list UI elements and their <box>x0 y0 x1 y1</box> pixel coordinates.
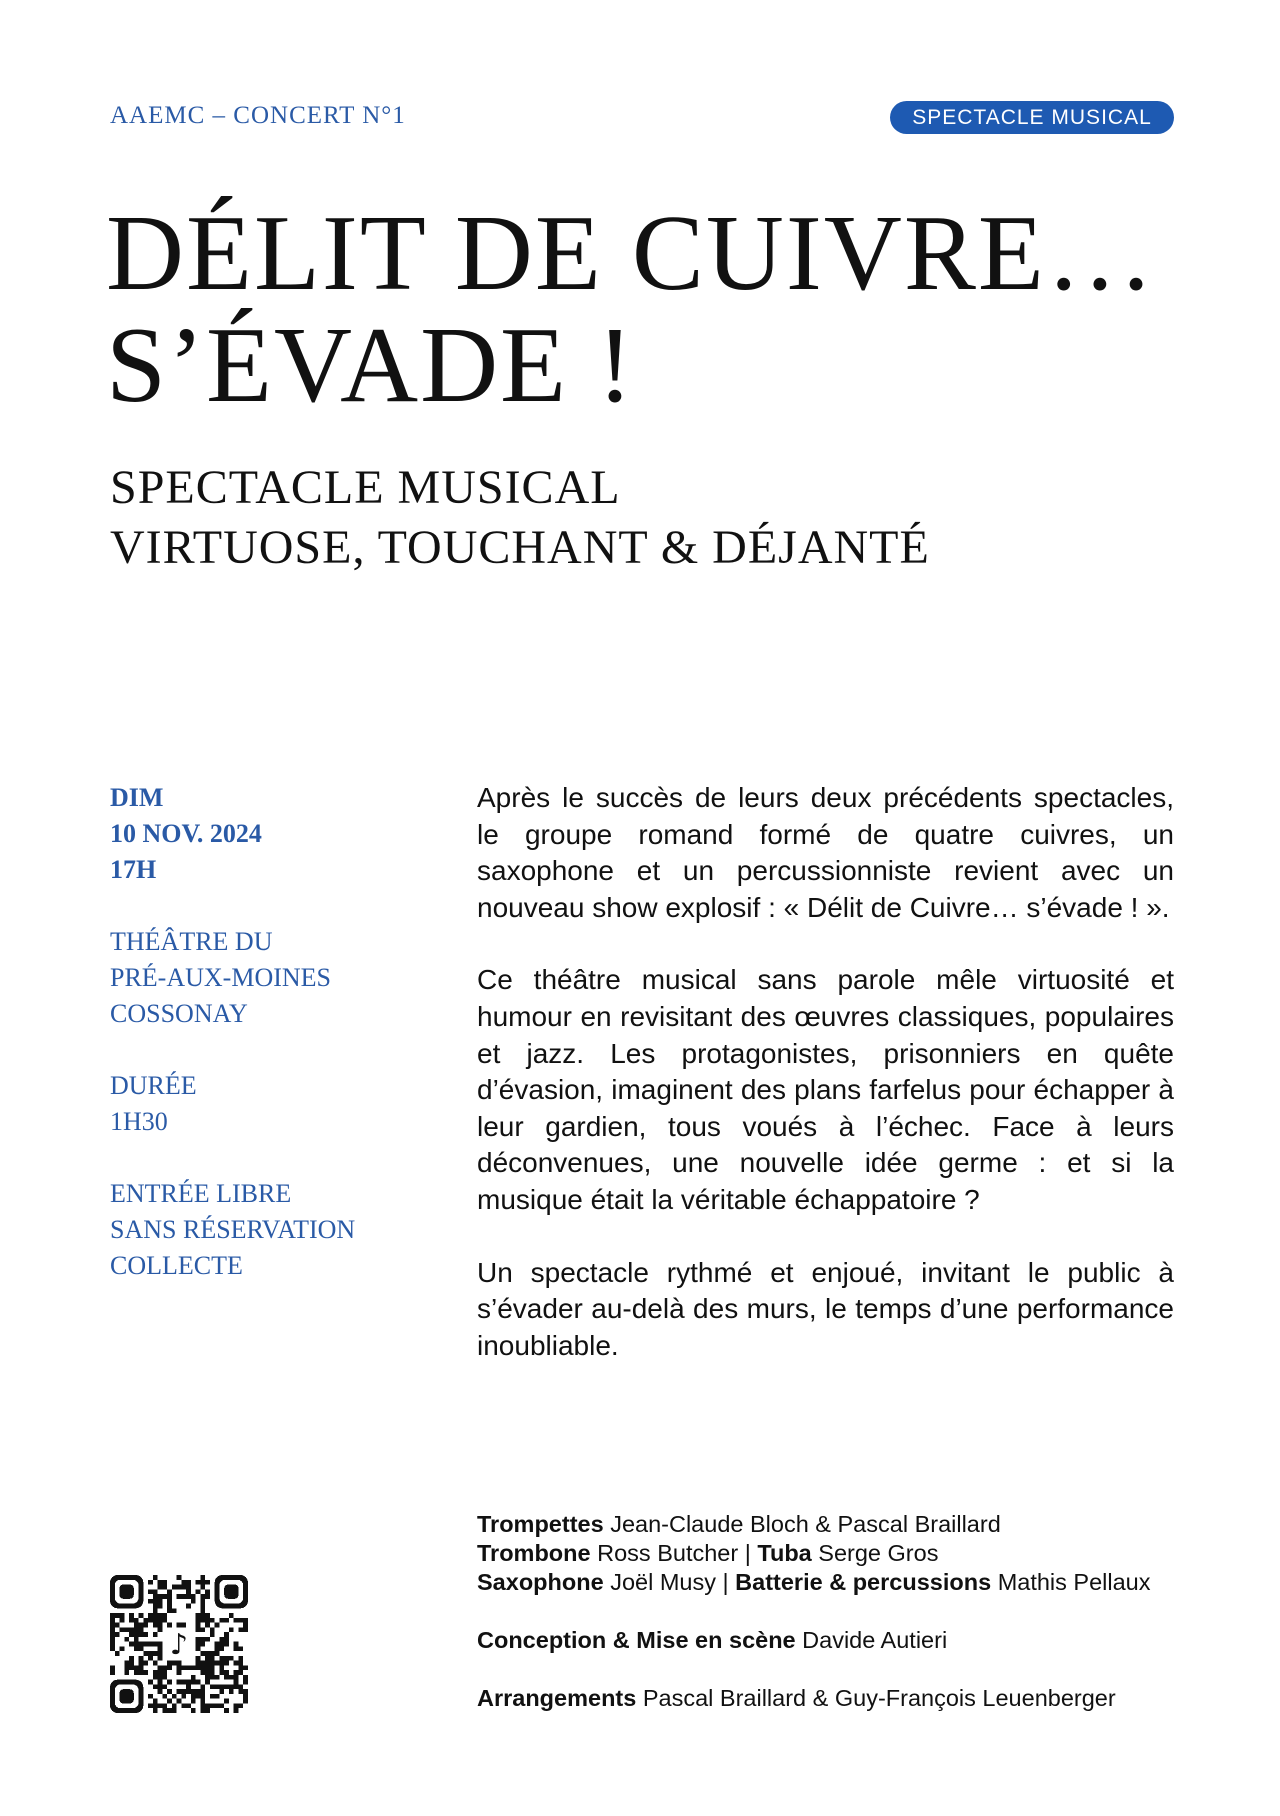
entry-line-1: ENTRÉE LIBRE <box>110 1179 292 1208</box>
credits-row-trombone-tuba <box>477 1539 1177 1568</box>
credits-row-trumpets <box>477 1510 1177 1539</box>
arrangements-names: Pascal Braillard & Guy-François Leuenberger <box>642 1685 1116 1711</box>
concept-name: Davide Autieri <box>802 1627 948 1653</box>
description-paragraph-2: Ce théâtre musical sans parole mêle virtuosité et humour en revisitant des œuvres classiques, populaires et jazz. Les protagonistes, prisonniers en quête d’évasion, imaginent des plans farfelus pour échapper à leur gardien, tous voués à l’échec. Face à leurs déconvenues, une nouvelle idée germe : et si la musique était la véritable échappatoire ? <box>477 964 1174 1215</box>
trombone-label: Trombone <box>477 1540 591 1566</box>
trumpets-label: Trompettes <box>477 1511 604 1537</box>
event-series: AAEMC – CONCERT N°1 <box>110 102 406 129</box>
description-paragraph-3: Un spectacle rythmé et enjoué, invitant le public à s’évader au-delà des murs, le temps d’une performance inoubliable. <box>477 1256 1174 1361</box>
title-line-2: S’ÉVADE ! <box>106 306 635 425</box>
duration-label: DURÉE <box>110 1071 197 1100</box>
event-date: 10 NOV. 2024 <box>110 819 262 848</box>
category-badge: SPECTACLE MUSICAL <box>890 101 1174 134</box>
credits-row-concept <box>477 1626 1177 1655</box>
event-day: DIM <box>110 783 164 812</box>
separator: | <box>744 1540 751 1566</box>
concept-label: Conception & Mise en scène <box>477 1627 796 1653</box>
drums-name: Mathis Pellaux <box>997 1569 1151 1595</box>
entry-line-3: COLLECTE <box>110 1251 243 1280</box>
entry-line-2: SANS RÉSERVATION <box>110 1215 356 1244</box>
event-time: 17H <box>110 855 157 884</box>
description-paragraph-1: Après le succès de leurs deux précédents spectacles, le groupe romand formé de quatre cuivres, un saxophone et un percussionniste revient avec un nouveau show explosif : « Délit de Cuivre… s’évade ! ». <box>477 782 1174 923</box>
venue-line-2: PRÉ-AUX-MOINES <box>110 963 331 992</box>
credits-row-arrangements <box>477 1684 1177 1713</box>
sax-label: Saxophone <box>477 1569 604 1595</box>
arrangements-label: Arrangements <box>477 1685 637 1711</box>
credits-row-sax-drums <box>477 1568 1177 1597</box>
duration-value: 1H30 <box>110 1107 168 1136</box>
venue-line-1: THÉÂTRE DU <box>110 927 273 956</box>
separator: | <box>722 1569 729 1595</box>
credits <box>477 1510 1177 1713</box>
title-line-1: DÉLIT DE CUIVRE… <box>106 194 1156 313</box>
sax-name: Joël Musy <box>610 1569 716 1595</box>
venue-city: COSSONAY <box>110 999 248 1028</box>
trumpets-names: Jean-Claude Bloch & Pascal Braillard <box>610 1511 1001 1537</box>
description <box>477 780 1174 1400</box>
trombone-name: Ross Butcher <box>597 1540 739 1566</box>
tuba-name: Serge Gros <box>818 1540 939 1566</box>
qr-code-icon[interactable] <box>110 1575 248 1713</box>
subtitle-line-2: VIRTUOSE, TOUCHANT & DÉJANTÉ <box>110 521 930 574</box>
svg-text:♪: ♪ <box>169 1626 189 1661</box>
drums-label: Batterie & percussions <box>735 1569 992 1595</box>
subtitle-line-1: SPECTACLE MUSICAL <box>110 461 621 514</box>
tuba-label: Tuba <box>757 1540 812 1566</box>
